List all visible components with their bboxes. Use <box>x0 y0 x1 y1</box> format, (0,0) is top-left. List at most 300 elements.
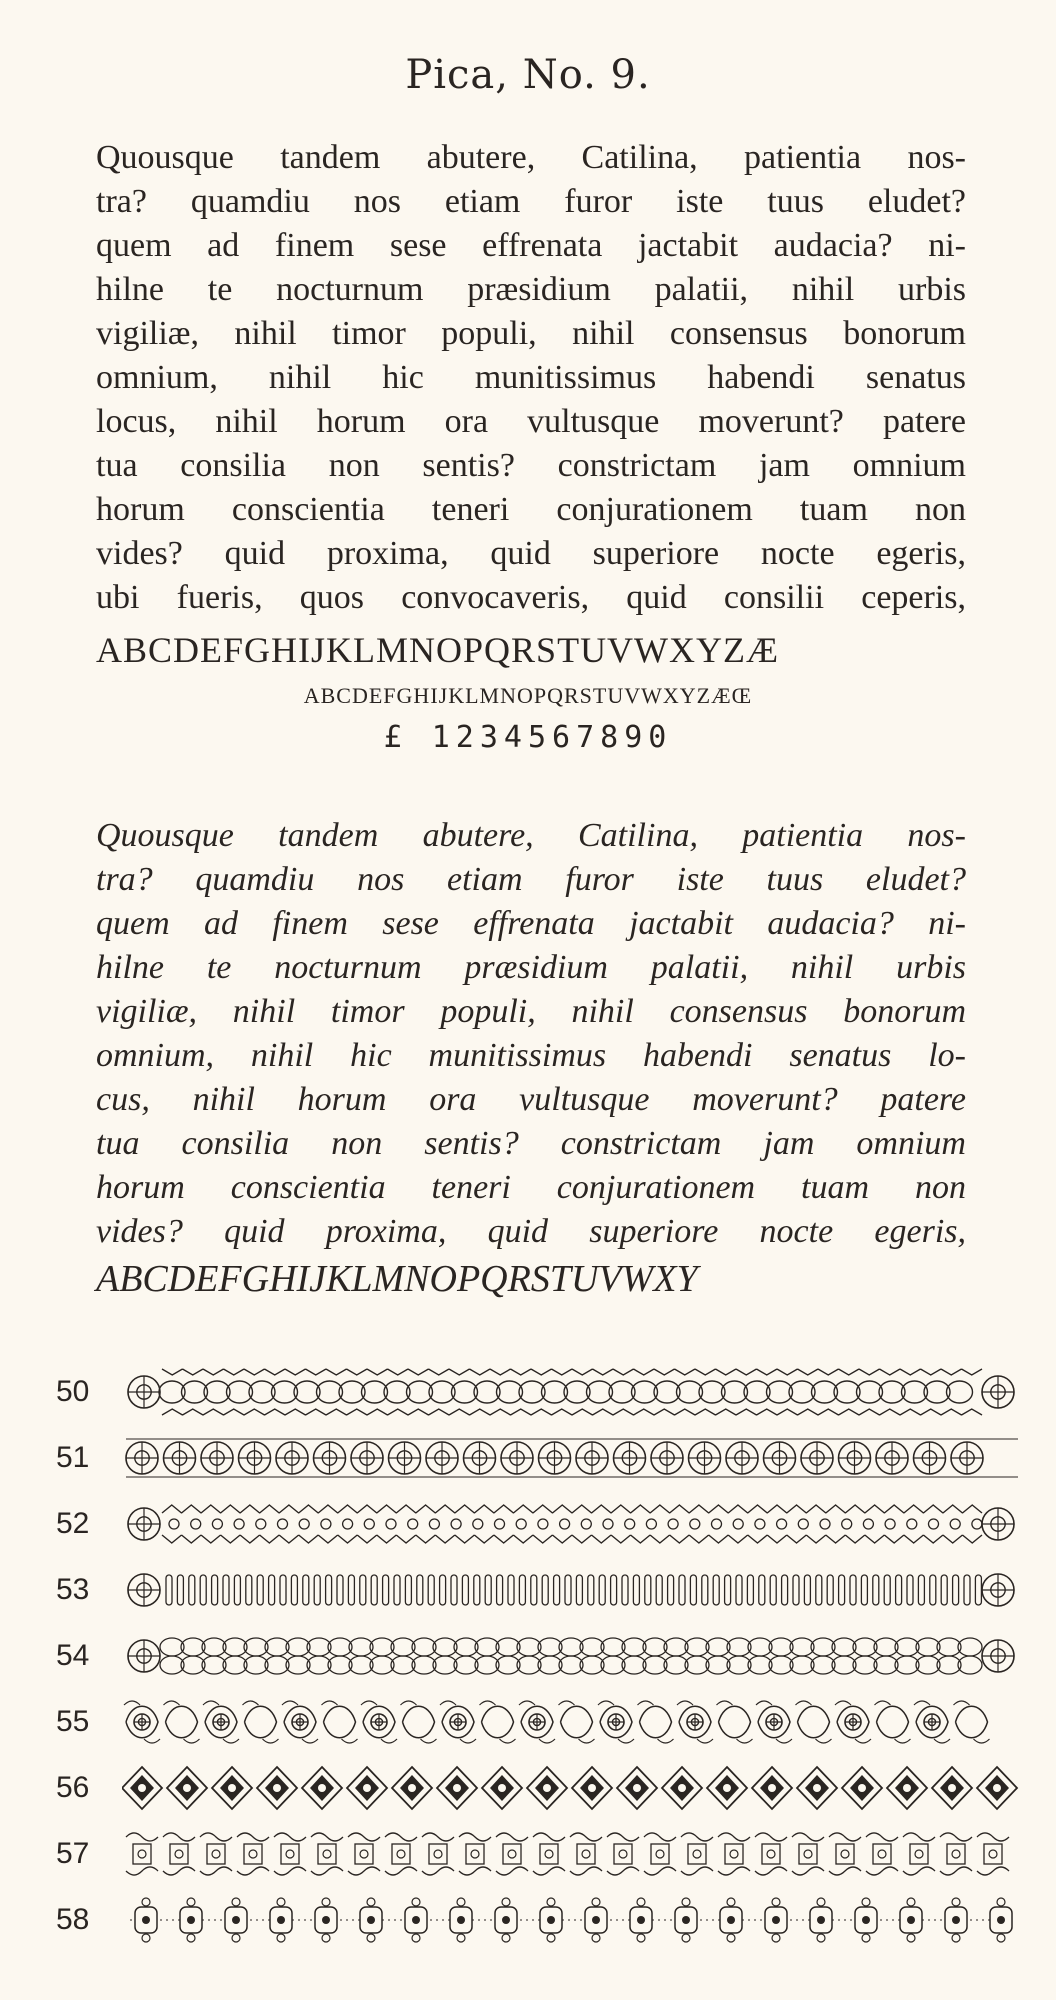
dot-mark <box>950 1519 960 1529</box>
border-ornament-rings <box>122 1631 1022 1681</box>
border-row <box>56 1631 1006 1687</box>
lace-mark <box>989 1850 997 1858</box>
diamond-mark <box>588 1784 596 1792</box>
scroll-mark <box>796 1701 832 1743</box>
floret-mark <box>952 1916 960 1924</box>
floret-mark <box>817 1916 825 1924</box>
bar-mark <box>280 1575 286 1605</box>
floret-mark <box>682 1898 690 1906</box>
dot-mark <box>820 1519 830 1529</box>
dot-mark <box>690 1519 700 1529</box>
lace-mark <box>385 1833 417 1875</box>
floret-mark <box>502 1916 510 1924</box>
floret-mark <box>637 1898 645 1906</box>
lace-mark <box>392 1844 410 1864</box>
floret-mark <box>187 1898 195 1906</box>
bar-mark <box>633 1575 639 1605</box>
lace-mark <box>318 1844 336 1864</box>
dot-mark <box>516 1519 526 1529</box>
diamond-mark <box>363 1784 371 1792</box>
floret-mark <box>142 1934 150 1942</box>
floret-mark <box>952 1934 960 1942</box>
dot-mark <box>603 1519 613 1529</box>
diamond-mark <box>543 1784 551 1792</box>
bar-mark <box>690 1575 696 1605</box>
chain-mark <box>162 1409 982 1415</box>
diamond-mark <box>858 1784 866 1792</box>
italic-line: quem ad finem sese effrenata jactabit audacia? ni- <box>96 905 966 942</box>
lace-mark <box>459 1833 491 1875</box>
roman-line: hilne te nocturnum præsidium palatii, nihil urbis <box>96 271 966 308</box>
roman-line: ubi fueris, quos convocaveris, quid consilii ceperis, <box>96 579 966 616</box>
bar-mark <box>554 1575 560 1605</box>
dot-mark <box>581 1519 591 1529</box>
bar-mark <box>326 1575 332 1605</box>
lace-mark <box>767 1850 775 1858</box>
roman-line: tra? quamdiu nos etiam furor iste tuus eludet? <box>96 183 966 220</box>
bar-mark <box>953 1575 959 1605</box>
bar-mark <box>816 1575 822 1605</box>
floret-mark <box>637 1934 645 1942</box>
floret-mark <box>277 1934 285 1942</box>
bar-mark <box>964 1575 970 1605</box>
lace-mark <box>841 1850 849 1858</box>
dot-mark <box>386 1519 396 1529</box>
floret-mark <box>457 1916 465 1924</box>
dot-mark <box>299 1519 309 1529</box>
ornament-group <box>124 1701 990 1743</box>
border-ornament-lace <box>122 1829 1022 1879</box>
dot-mark <box>560 1519 570 1529</box>
scroll-mark <box>956 1706 988 1738</box>
border-ornament-dots <box>122 1499 1022 1549</box>
floret-mark <box>907 1934 915 1942</box>
lace-mark <box>878 1850 886 1858</box>
dot-mark <box>712 1519 722 1529</box>
lace-mark <box>545 1850 553 1858</box>
floret-mark <box>682 1916 690 1924</box>
roman-line: tua consilia non sentis? constrictam jam omnium <box>96 447 966 484</box>
border-row <box>56 1697 1006 1753</box>
dot-mark <box>668 1519 678 1529</box>
floret-mark <box>457 1898 465 1906</box>
scroll-mark <box>877 1706 909 1738</box>
bar-mark <box>383 1575 389 1605</box>
lace-mark <box>237 1833 269 1875</box>
border-ornament-florets <box>122 1895 1022 1945</box>
lace-mark <box>614 1844 632 1864</box>
border-number: 55 <box>56 1705 90 1738</box>
lace-mark <box>274 1833 306 1875</box>
floret-mark <box>952 1898 960 1906</box>
bar-mark <box>645 1575 651 1605</box>
border-ornament-diamonds <box>122 1763 1022 1813</box>
lace-mark <box>533 1833 565 1875</box>
lace-mark <box>804 1850 812 1858</box>
floret-mark <box>727 1934 735 1942</box>
bar-mark <box>759 1575 765 1605</box>
dot-mark <box>733 1519 743 1529</box>
lace-mark <box>170 1844 188 1864</box>
bar-mark <box>850 1575 856 1605</box>
lace-mark <box>360 1850 368 1858</box>
lace-mark <box>644 1833 676 1875</box>
diamond-mark <box>453 1784 461 1792</box>
dot-mark <box>907 1519 917 1529</box>
border-row <box>56 1565 1006 1621</box>
bar-mark <box>189 1575 195 1605</box>
ornament-group <box>128 1369 1014 1415</box>
floret-mark <box>412 1898 420 1906</box>
lace-mark <box>348 1833 380 1875</box>
dot-mark <box>863 1519 873 1529</box>
roman-line: Quousque tandem abutere, Catilina, patientia nos- <box>96 139 966 176</box>
scroll-mark <box>482 1706 514 1738</box>
ornament-group <box>126 1833 1009 1875</box>
floret-mark <box>322 1916 330 1924</box>
ornament-group <box>130 1898 1012 1942</box>
lace-mark <box>866 1833 898 1875</box>
bar-mark <box>371 1575 377 1605</box>
bar-mark <box>599 1575 605 1605</box>
ornament-group <box>122 1767 1017 1809</box>
lace-mark <box>133 1844 151 1864</box>
dot-mark <box>429 1519 439 1529</box>
lace-mark <box>397 1850 405 1858</box>
dot-mark <box>451 1519 461 1529</box>
dot-mark <box>538 1519 548 1529</box>
bar-mark <box>257 1575 263 1605</box>
lace-mark <box>207 1844 225 1864</box>
bar-mark <box>930 1575 936 1605</box>
dot-mark <box>321 1519 331 1529</box>
lace-mark <box>582 1850 590 1858</box>
floret-mark <box>907 1898 915 1906</box>
lace-mark <box>508 1850 516 1858</box>
dot-mark <box>929 1519 939 1529</box>
border-ornament-loops <box>122 1367 1022 1417</box>
bar-mark <box>668 1575 674 1605</box>
bar-mark <box>291 1575 297 1605</box>
roman-line: quem ad finem sese effrenata jactabit audacia? ni- <box>96 227 966 264</box>
diamond-mark <box>993 1784 1001 1792</box>
diamond-mark <box>813 1784 821 1792</box>
roman-line: horum conscientia teneri conjurationem tuam non <box>96 491 966 528</box>
border-row <box>56 1433 1006 1489</box>
bar-mark <box>451 1575 457 1605</box>
bar-mark <box>565 1575 571 1605</box>
lace-mark <box>940 1833 972 1875</box>
border-number: 50 <box>56 1375 90 1408</box>
bar-mark <box>861 1575 867 1605</box>
dot-mark <box>212 1519 222 1529</box>
bar-mark <box>839 1575 845 1605</box>
floret-mark <box>592 1898 600 1906</box>
floret-mark <box>277 1898 285 1906</box>
diamond-mark <box>408 1784 416 1792</box>
bar-mark <box>770 1575 776 1605</box>
italic-capitals: ABCDEFGHIJKLMNOPQRSTUVWXY <box>96 1258 698 1300</box>
scroll-mark <box>638 1701 674 1743</box>
lace-mark <box>977 1833 1009 1875</box>
floret-mark <box>322 1934 330 1942</box>
floret-mark <box>547 1934 555 1942</box>
lace-mark <box>281 1844 299 1864</box>
lace-mark <box>693 1850 701 1858</box>
floret-mark <box>592 1934 600 1942</box>
chain-mark <box>162 1369 982 1375</box>
bar-mark <box>200 1575 206 1605</box>
roman-line: locus, nihil horum ora vultusque moverunt? patere <box>96 403 966 440</box>
diamond-mark <box>183 1784 191 1792</box>
border-ornament-rosettes <box>122 1433 1022 1483</box>
lace-mark <box>656 1850 664 1858</box>
bar-mark <box>918 1575 924 1605</box>
floret-mark <box>862 1916 870 1924</box>
scroll-mark <box>480 1701 516 1743</box>
floret-mark <box>772 1916 780 1924</box>
floret-mark <box>367 1934 375 1942</box>
lace-mark <box>355 1844 373 1864</box>
scroll-mark <box>798 1706 830 1738</box>
lace-mark <box>323 1850 331 1858</box>
floret-mark <box>997 1898 1005 1906</box>
roman-line: omnium, nihil hic munitissimus habendi senatus <box>96 359 966 396</box>
lace-mark <box>422 1833 454 1875</box>
floret-mark <box>412 1934 420 1942</box>
lace-mark <box>244 1844 262 1864</box>
border-ornament-scrolls <box>122 1697 1022 1747</box>
bar-mark <box>166 1575 172 1605</box>
bar-mark <box>417 1575 423 1605</box>
lace-mark <box>836 1844 854 1864</box>
scroll-mark <box>954 1701 990 1743</box>
bar-mark <box>782 1575 788 1605</box>
lace-mark <box>730 1850 738 1858</box>
border-row <box>56 1499 1006 1555</box>
bar-mark <box>348 1575 354 1605</box>
bar-mark <box>314 1575 320 1605</box>
lace-mark <box>755 1833 787 1875</box>
bar-mark <box>519 1575 525 1605</box>
dot-mark <box>777 1519 787 1529</box>
floret-mark <box>142 1916 150 1924</box>
numerals: £ 1234567890 <box>383 720 673 755</box>
bar-mark <box>542 1575 548 1605</box>
lace-mark <box>952 1850 960 1858</box>
lace-mark <box>762 1844 780 1864</box>
dot-mark <box>343 1519 353 1529</box>
floret-mark <box>232 1898 240 1906</box>
scroll-mark <box>166 1706 198 1738</box>
dot-mark <box>842 1519 852 1529</box>
scroll-mark <box>559 1701 595 1743</box>
dot-mark <box>408 1519 418 1529</box>
lace-mark <box>503 1844 521 1864</box>
lace-mark <box>619 1850 627 1858</box>
floret-mark <box>772 1898 780 1906</box>
floret-mark <box>547 1916 555 1924</box>
lace-mark <box>792 1833 824 1875</box>
diamond-mark <box>318 1784 326 1792</box>
lace-mark <box>947 1844 965 1864</box>
scroll-mark <box>561 1706 593 1738</box>
bar-mark <box>679 1575 685 1605</box>
lace-mark <box>540 1844 558 1864</box>
dot-mark <box>191 1519 201 1529</box>
dot-mark <box>234 1519 244 1529</box>
dot-mark <box>885 1519 895 1529</box>
bar-mark <box>485 1575 491 1605</box>
scroll-mark <box>324 1706 356 1738</box>
border-ornament-bars <box>122 1565 1022 1615</box>
bar-mark <box>907 1575 913 1605</box>
scroll-mark <box>403 1706 435 1738</box>
ornament-group <box>126 1439 1018 1477</box>
diamond-mark <box>498 1784 506 1792</box>
italic-line: Quousque tandem abutere, Catilina, patientia nos- <box>96 817 966 854</box>
italic-line: horum conscientia teneri conjurationem tuam non <box>96 1169 966 1206</box>
dot-mark <box>755 1519 765 1529</box>
bar-mark <box>725 1575 731 1605</box>
floret-mark <box>142 1898 150 1906</box>
floret-mark <box>997 1934 1005 1942</box>
lace-mark <box>163 1833 195 1875</box>
lace-mark <box>212 1850 220 1858</box>
border-row <box>56 1895 1006 1951</box>
floret-mark <box>367 1916 375 1924</box>
bar-mark <box>405 1575 411 1605</box>
scroll-mark <box>164 1701 200 1743</box>
lace-mark <box>910 1844 928 1864</box>
floret-mark <box>772 1934 780 1942</box>
floret-mark <box>592 1916 600 1924</box>
lace-mark <box>138 1850 146 1858</box>
bar-mark <box>497 1575 503 1605</box>
bar-mark <box>873 1575 879 1605</box>
scroll-mark <box>401 1701 437 1743</box>
bar-mark <box>588 1575 594 1605</box>
lace-mark <box>718 1833 750 1875</box>
lace-mark <box>799 1844 817 1864</box>
ornament-group <box>128 1505 1014 1543</box>
floret-mark <box>862 1934 870 1942</box>
dot-mark <box>972 1519 982 1529</box>
lace-mark <box>126 1833 158 1875</box>
border-number: 56 <box>56 1771 90 1804</box>
lace-mark <box>984 1844 1002 1864</box>
border-number: 52 <box>56 1507 90 1540</box>
floret-mark <box>502 1898 510 1906</box>
border-row <box>56 1829 1006 1885</box>
bar-mark <box>804 1575 810 1605</box>
lace-mark <box>915 1850 923 1858</box>
dot-mark <box>278 1519 288 1529</box>
border-number: 58 <box>56 1903 90 1936</box>
italic-text-block <box>96 814 966 1254</box>
dot-mark <box>364 1519 374 1529</box>
bar-mark <box>269 1575 275 1605</box>
italic-line: vigiliæ, nihil timor populi, nihil consensus bonorum <box>96 993 966 1030</box>
lace-mark <box>429 1844 447 1864</box>
lace-mark <box>607 1833 639 1875</box>
floret-mark <box>727 1916 735 1924</box>
italic-line: tra? quamdiu nos etiam furor iste tuus eludet? <box>96 861 966 898</box>
floret-mark <box>997 1916 1005 1924</box>
capitals-small: ABCDEFGHIJKLMNOPQRSTUVWXYZÆŒ <box>303 683 753 708</box>
border-number: 57 <box>56 1837 90 1870</box>
dot-mark <box>495 1519 505 1529</box>
bar-mark <box>177 1575 183 1605</box>
bar-mark <box>462 1575 468 1605</box>
floret-mark <box>322 1898 330 1906</box>
ornament-group <box>128 1638 1014 1674</box>
scroll-mark <box>640 1706 672 1738</box>
dot-mark <box>798 1519 808 1529</box>
border-row <box>56 1367 1006 1423</box>
bar-mark <box>337 1575 343 1605</box>
scroll-mark <box>717 1701 753 1743</box>
lace-mark <box>434 1850 442 1858</box>
bar-mark <box>531 1575 537 1605</box>
diamond-mark <box>948 1784 956 1792</box>
chain-mark <box>162 1535 982 1543</box>
floret-mark <box>232 1916 240 1924</box>
roman-text-block <box>96 136 966 620</box>
bar-mark <box>656 1575 662 1605</box>
floret-mark <box>502 1934 510 1942</box>
roman-line: vigiliæ, nihil timor populi, nihil consensus bonorum <box>96 315 966 352</box>
bar-mark <box>747 1575 753 1605</box>
floret-mark <box>817 1898 825 1906</box>
diamond-mark <box>903 1784 911 1792</box>
border-number: 53 <box>56 1573 90 1606</box>
lace-mark <box>688 1844 706 1864</box>
scroll-mark <box>322 1701 358 1743</box>
bar-mark <box>223 1575 229 1605</box>
dot-mark <box>473 1519 483 1529</box>
page-title: Pica, No. 9. <box>405 52 651 98</box>
bar-mark <box>896 1575 902 1605</box>
lace-mark <box>286 1850 294 1858</box>
lace-mark <box>577 1844 595 1864</box>
floret-mark <box>907 1916 915 1924</box>
bar-mark <box>508 1575 514 1605</box>
dot-mark <box>256 1519 266 1529</box>
italic-line: omnium, nihil hic munitissimus habendi senatus lo- <box>96 1037 966 1074</box>
italic-line: vides? quid proxima, quid superiore nocte egeris, <box>96 1213 966 1250</box>
border-row <box>56 1763 1006 1819</box>
lace-mark <box>873 1844 891 1864</box>
diamond-mark <box>228 1784 236 1792</box>
roman-line: vides? quid proxima, quid superiore nocte egeris, <box>96 535 966 572</box>
diamond-mark <box>678 1784 686 1792</box>
floret-mark <box>817 1934 825 1942</box>
bar-mark <box>713 1575 719 1605</box>
bar-mark <box>611 1575 617 1605</box>
lace-mark <box>570 1833 602 1875</box>
diamond-mark <box>768 1784 776 1792</box>
lace-mark <box>725 1844 743 1864</box>
italic-line: tua consilia non sentis? constrictam jam omnium <box>96 1125 966 1162</box>
floret-mark <box>277 1916 285 1924</box>
floret-mark <box>187 1916 195 1924</box>
ornament-group <box>128 1574 1014 1606</box>
scroll-mark <box>243 1701 279 1743</box>
floret-mark <box>547 1898 555 1906</box>
floret-mark <box>367 1898 375 1906</box>
lace-mark <box>681 1833 713 1875</box>
